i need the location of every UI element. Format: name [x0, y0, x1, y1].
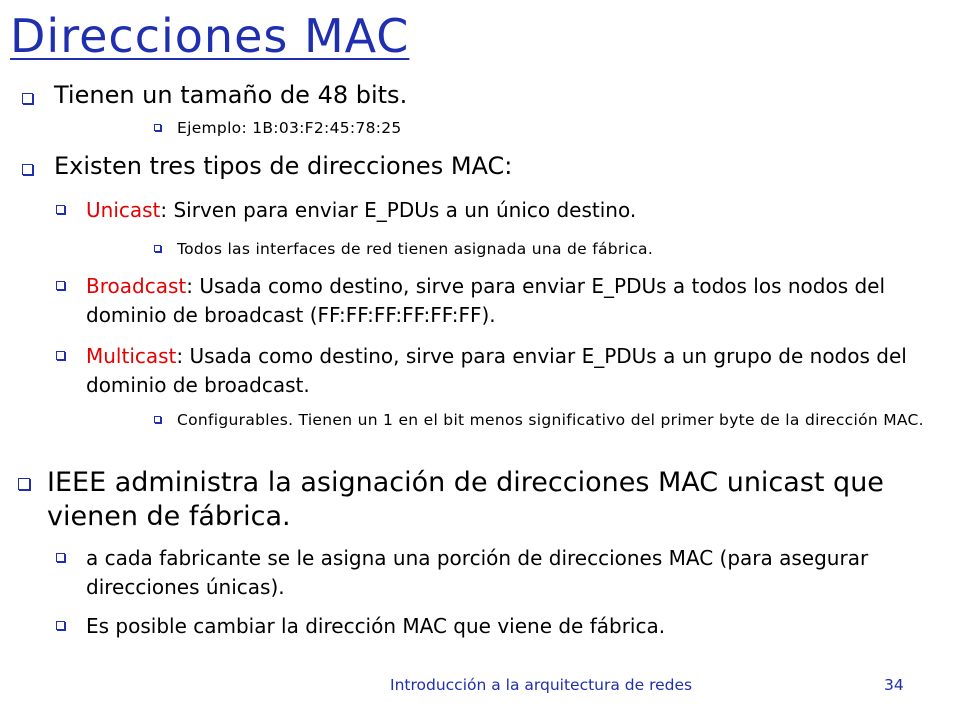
bullet-multicast-sub-text: Configurables. Tienen un 1 en el bit menos significativo del primer byte de la dirección MAC. — [177, 411, 924, 429]
footer-course: Introducción a la arquitectura de redes — [390, 676, 693, 694]
broadcast-description: : Usada como destino, sirve para enviar E_PDUs a todos los nodos del dominio de broadcast (FF:FF:FF:FF:FF:FF). — [86, 274, 886, 327]
multicast-description: : Usada como destino, sirve para enviar E_PDUs a un grupo de nodos del dominio de broadcast. — [86, 344, 907, 397]
bullet-size — [22, 80, 407, 110]
bullet-multicast — [56, 342, 946, 400]
broadcast-term: Broadcast — [86, 274, 187, 298]
multicast-term: Multicast — [86, 344, 177, 368]
bullet-multicast-text — [86, 342, 946, 400]
bullet-box-icon — [154, 245, 161, 252]
bullet-types-text: Existen tres tipos de direcciones MAC: — [54, 152, 513, 180]
bullet-ieee-text: IEEE administra la asignación de direcciones MAC unicast que vienen de fábrica. — [47, 467, 884, 532]
bullet-box-icon — [154, 124, 161, 131]
bullet-box-icon — [154, 416, 161, 423]
bullet-ieee-sub2-text: Es posible cambiar la dirección MAC que viene de fábrica. — [86, 614, 666, 638]
bullet-types — [22, 151, 512, 181]
unicast-description: : Sirven para enviar E_PDUs a un único destino. — [160, 198, 637, 222]
bullet-unicast — [56, 196, 936, 225]
bullet-unicast-sub-text: Todos las interfaces de red tienen asignada una de fábrica. — [177, 240, 654, 258]
page-number: 34 — [884, 676, 904, 694]
bullet-ieee-sub1-text: a cada fabricante se le asigna una porción de direcciones MAC (para asegurar direcciones únicas). — [86, 546, 869, 599]
bullet-box-icon — [18, 478, 30, 490]
bullet-ieee-sub1 — [56, 544, 946, 602]
bullet-box-icon — [56, 621, 65, 630]
bullet-box-icon — [22, 93, 33, 104]
bullet-unicast-text — [86, 196, 636, 225]
bullet-box-icon — [22, 164, 33, 175]
bullet-example-text: Ejemplo: 1B:03:F2:45:78:25 — [177, 119, 402, 137]
bullet-ieee — [18, 466, 938, 534]
bullet-box-icon — [56, 281, 65, 290]
bullet-ieee-sub2 — [56, 612, 936, 641]
bullet-box-icon — [56, 351, 65, 360]
bullet-size-text: Tienen un tamaño de 48 bits. — [54, 81, 408, 109]
bullet-box-icon — [56, 553, 65, 562]
bullet-broadcast — [56, 272, 946, 330]
bullet-multicast-sub — [154, 410, 944, 431]
bullet-unicast-sub — [154, 239, 653, 260]
unicast-term: Unicast — [86, 198, 161, 222]
slide-title: Direcciones MAC — [10, 9, 410, 63]
bullet-broadcast-text — [86, 272, 946, 330]
bullet-example — [154, 118, 402, 139]
bullet-box-icon — [56, 205, 65, 214]
